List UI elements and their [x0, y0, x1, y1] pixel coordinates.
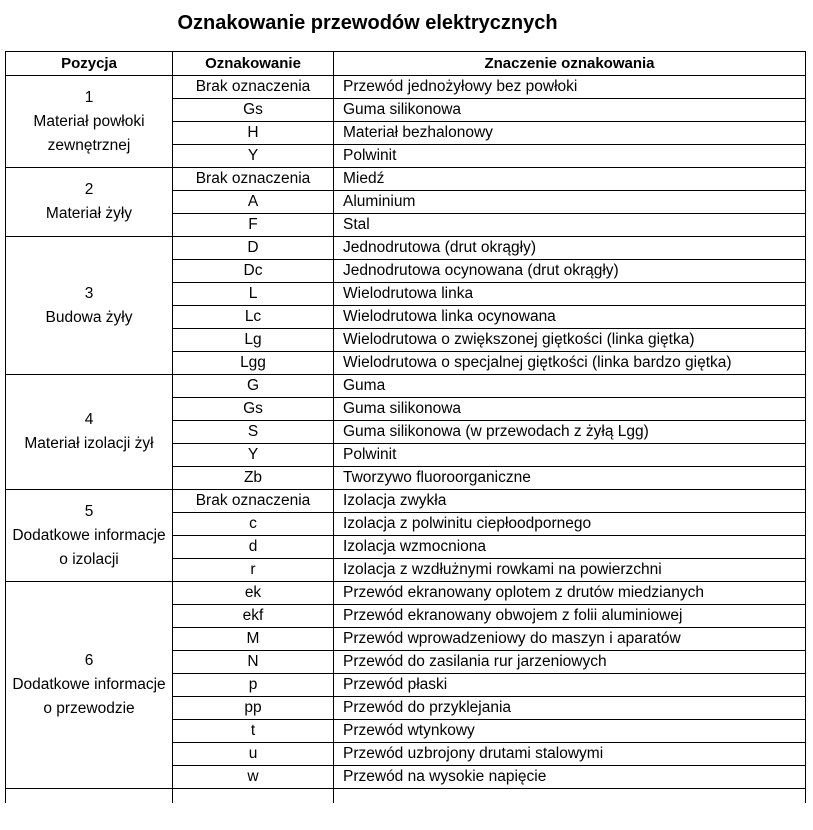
meaning-cell: Guma silikonowa: [334, 99, 806, 122]
meaning-cell: Miedź: [334, 168, 806, 191]
code-cell: r: [173, 559, 334, 582]
code-cell: p: [173, 674, 334, 697]
code-cell: D: [173, 237, 334, 260]
code-cell: F: [173, 214, 334, 237]
meaning-cell: Stal: [334, 214, 806, 237]
table-row: [6, 168, 806, 191]
code-cell: Gs: [173, 99, 334, 122]
table-row-cutoff: [6, 789, 806, 804]
code-cell: w: [173, 766, 334, 789]
meaning-cell: Guma silikonowa (w przewodach z żyłą Lgg): [334, 421, 806, 444]
position-cell: [6, 490, 173, 582]
code-cell: Gs: [173, 398, 334, 421]
position-cell: [6, 168, 173, 237]
code-cell: A: [173, 191, 334, 214]
meaning-cell: Przewód na wysokie napięcie: [334, 766, 806, 789]
position-number: 5: [84, 502, 94, 520]
position-label: Materiał powłoki zewnętrznej: [33, 112, 145, 154]
code-cell: H: [173, 122, 334, 145]
meaning-cell: Polwinit: [334, 145, 806, 168]
code-cell: Lg: [173, 329, 334, 352]
marking-table: [5, 51, 806, 803]
code-cell: Brak oznaczenia: [173, 76, 334, 99]
code-cell: G: [173, 375, 334, 398]
meaning-cell: Polwinit: [334, 444, 806, 467]
code-cell: N: [173, 651, 334, 674]
table-row: [6, 76, 806, 99]
code-cell: Zb: [173, 467, 334, 490]
code-cell: L: [173, 283, 334, 306]
meaning-cell: Aluminium: [334, 191, 806, 214]
meaning-cell: Guma: [334, 375, 806, 398]
code-cell: ek: [173, 582, 334, 605]
table-header-row: [6, 52, 806, 76]
position-cell: [6, 582, 173, 789]
position-cell: [6, 375, 173, 490]
code-cell: S: [173, 421, 334, 444]
position-number: 3: [84, 284, 94, 302]
meaning-cell: Wielodrutowa o specjalnej giętkości (linka bardzo giętka): [334, 352, 806, 375]
code-cell: Lc: [173, 306, 334, 329]
code-cell: u: [173, 743, 334, 766]
table-row: [6, 490, 806, 513]
position-label: Materiał izolacji żył: [24, 435, 154, 452]
position-number: 2: [84, 181, 94, 198]
code-cell: ekf: [173, 605, 334, 628]
meaning-cell: Przewód wprowadzeniowy do maszyn i aparatów: [334, 628, 806, 651]
position-label: Dodatkowe informacje o przewodzie: [12, 676, 166, 717]
position-cell: [6, 237, 173, 375]
header-code: Oznakowanie: [173, 52, 334, 76]
empty-cell: [6, 789, 173, 804]
code-cell: Y: [173, 145, 334, 168]
meaning-cell: Przewód do zasilania rur jarzeniowych: [334, 651, 806, 674]
meaning-cell: Przewód jednożyłowy bez powłoki: [334, 76, 806, 99]
code-cell: M: [173, 628, 334, 651]
meaning-cell: Guma silikonowa: [334, 398, 806, 421]
meaning-cell: Materiał bezhalonowy: [334, 122, 806, 145]
position-number: 1: [84, 88, 94, 106]
code-cell: Brak oznaczenia: [173, 168, 334, 191]
meaning-cell: Wielodrutowa linka: [334, 283, 806, 306]
meaning-cell: Jednodrutowa (drut okrągły): [334, 237, 806, 260]
table-row: [6, 582, 806, 605]
meaning-cell: Izolacja z polwinitu ciepłoodpornego: [334, 513, 806, 536]
header-meaning: Znaczenie oznakowania: [334, 52, 806, 76]
header-position: Pozycja: [6, 52, 173, 76]
meaning-cell: Izolacja zwykła: [334, 490, 806, 513]
position-label: Materiał żyły: [45, 205, 133, 222]
meaning-cell: Izolacja z wzdłużnymi rowkami na powierzchni: [334, 559, 806, 582]
meaning-cell: Jednodrutowa ocynowana (drut okrągły): [334, 260, 806, 283]
page-title: Oznakowanie przewodów elektrycznych: [177, 12, 558, 34]
position-label: Dodatkowe informacje o izolacji: [12, 526, 166, 568]
code-cell: Lgg: [173, 352, 334, 375]
code-cell: Y: [173, 444, 334, 467]
empty-cell: [334, 789, 806, 804]
position-number: 4: [84, 411, 94, 428]
table-row: [6, 237, 806, 260]
meaning-cell: Przewód płaski: [334, 674, 806, 697]
meaning-cell: Tworzywo fluoroorganiczne: [334, 467, 806, 490]
code-cell: Dc: [173, 260, 334, 283]
code-cell: d: [173, 536, 334, 559]
code-cell: pp: [173, 697, 334, 720]
meaning-cell: Przewód ekranowany oplotem z drutów miedzianych: [334, 582, 806, 605]
meaning-cell: Wielodrutowa linka ocynowana: [334, 306, 806, 329]
meaning-cell: Przewód ekranowany obwojem z folii aluminiowej: [334, 605, 806, 628]
empty-cell: [173, 789, 334, 804]
meaning-cell: Wielodrutowa o zwiększonej giętkości (linka giętka): [334, 329, 806, 352]
position-label: Budowa żyły: [45, 308, 133, 326]
position-cell: [6, 76, 173, 168]
code-cell: c: [173, 513, 334, 536]
table-row: [6, 375, 806, 398]
meaning-cell: Przewód wtynkowy: [334, 720, 806, 743]
table-body: [6, 76, 806, 804]
position-number: 6: [84, 652, 94, 669]
code-cell: t: [173, 720, 334, 743]
code-cell: Brak oznaczenia: [173, 490, 334, 513]
meaning-cell: Przewód uzbrojony drutami stalowymi: [334, 743, 806, 766]
meaning-cell: Przewód do przyklejania: [334, 697, 806, 720]
meaning-cell: Izolacja wzmocniona: [334, 536, 806, 559]
